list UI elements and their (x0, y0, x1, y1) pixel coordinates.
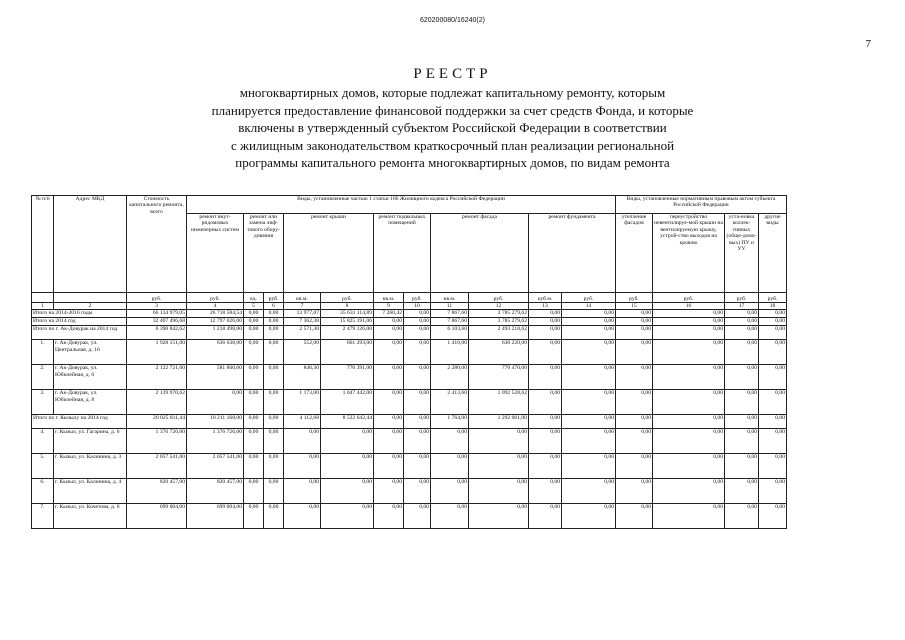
header-foundation: ремонт фундамента (529, 214, 616, 293)
value-cell: 0,00 (321, 479, 374, 504)
value-cell: 0,00 (759, 415, 787, 429)
row-number: 6. (32, 479, 54, 504)
value-cell: 0,00 (431, 479, 469, 504)
value-cell: 0,00 (725, 318, 759, 326)
value-cell: 0,00 (562, 340, 616, 365)
value-cell: 0,00 (725, 479, 759, 504)
value-cell: 0,00 (264, 318, 284, 326)
value-cell: 1 092 528,62 (469, 390, 529, 415)
value-cell: 0,00 (759, 326, 787, 340)
column-number: 3 (127, 303, 187, 310)
header-meters: уста-новка коллек-тивных (обще-домо-вых) ПУ и УУ (725, 214, 759, 293)
value-cell: 0,00 (653, 429, 725, 454)
value-cell: 0,00 (759, 310, 787, 318)
value-cell: 1 928 151,00 (127, 340, 187, 365)
value-cell: 0,00 (529, 365, 562, 390)
table-row (32, 390, 787, 415)
unit-cell: куб.м. (529, 293, 562, 303)
value-cell: 2 571,30 (284, 326, 321, 340)
value-cell: 0,00 (562, 326, 616, 340)
value-cell: 0,00 (374, 479, 404, 504)
value-cell: 2 139 970,62 (127, 390, 187, 415)
value-cell: 820 457,00 (187, 479, 244, 504)
value-cell: 0,00 (759, 504, 787, 529)
value-cell: 7 867,60 (431, 310, 469, 318)
value-cell: 0,00 (469, 504, 529, 529)
unit-cell: руб. (404, 293, 431, 303)
unit-cell: руб. (264, 293, 284, 303)
value-cell: 0,00 (244, 504, 264, 529)
value-cell: 8 522 642,44 (321, 415, 374, 429)
value-cell: 0,00 (284, 454, 321, 479)
value-cell: 0,00 (264, 479, 284, 504)
value-cell: 0,00 (653, 318, 725, 326)
header-address: Адрес МКД (54, 196, 127, 293)
value-cell: 0,00 (374, 415, 404, 429)
header-other: другие виды (759, 214, 787, 293)
value-cell: 0,00 (759, 429, 787, 454)
document-subtitle (150, 84, 755, 172)
value-cell: 0,00 (653, 365, 725, 390)
value-cell: 0,00 (469, 454, 529, 479)
value-cell: 0,00 (529, 326, 562, 340)
value-cell: 0,00 (264, 454, 284, 479)
unit-cell: руб. (321, 293, 374, 303)
value-cell: 699 004,00 (187, 504, 244, 529)
value-cell: 0,00 (404, 479, 431, 504)
value-cell: 0,00 (374, 390, 404, 415)
row-number: 4. (32, 429, 54, 454)
value-cell: 0,00 (653, 479, 725, 504)
subtitle-line: многоквартирных домов, которые подлежат капитальному ремонту, которым (239, 85, 666, 100)
value-cell: 0,00 (725, 390, 759, 415)
value-cell: 0,00 (264, 326, 284, 340)
value-cell: 0,00 (653, 326, 725, 340)
value-cell: 0,00 (562, 479, 616, 504)
header-facade: ремонт фасада (431, 214, 529, 293)
value-cell: 0,00 (562, 429, 616, 454)
value-cell: 0,00 (321, 454, 374, 479)
value-cell: 0,00 (562, 318, 616, 326)
row-number: 3. (32, 390, 54, 415)
total-row (32, 310, 787, 318)
value-cell: 0,00 (562, 415, 616, 429)
value-cell: 10 211 168,00 (187, 415, 244, 429)
value-cell: 0,00 (374, 340, 404, 365)
column-number: 14 (562, 303, 616, 310)
value-cell: 0,00 (244, 326, 264, 340)
unit-cell: кв.м. (284, 293, 321, 303)
value-cell: 0,00 (529, 390, 562, 415)
value-cell: 581 860,00 (187, 365, 244, 390)
column-number: 9 (374, 303, 404, 310)
value-cell: 0,00 (374, 454, 404, 479)
total-row (32, 326, 787, 340)
value-cell: 0,00 (562, 365, 616, 390)
value-cell: 0,00 (759, 390, 787, 415)
total-label: Итого по г. Кызылу на 2014 год (32, 415, 127, 429)
table-row (32, 504, 787, 529)
value-cell: 0,00 (404, 310, 431, 318)
column-number: 13 (529, 303, 562, 310)
value-cell: 0,00 (374, 365, 404, 390)
value-cell: 0,00 (616, 365, 653, 390)
value-cell: 1 218 498,00 (187, 326, 244, 340)
table-row (32, 340, 787, 365)
subtitle-line: включены в утвержденный субъектом Российской Федерации в соответствии (238, 120, 667, 135)
value-cell: 0,00 (616, 429, 653, 454)
value-cell: 0,00 (725, 429, 759, 454)
value-cell: 770 470,00 (469, 365, 529, 390)
value-cell: 2 493 218,62 (469, 326, 529, 340)
value-cell: 0,00 (404, 326, 431, 340)
value-cell: 0,00 (244, 318, 264, 326)
row-address: г. Кызыл, ул. Калинина, д. 3 (54, 454, 127, 479)
total-label: Итого на 2014-2016 годы (32, 310, 127, 318)
value-cell: 699 004,00 (127, 504, 187, 529)
column-number: 11 (431, 303, 469, 310)
value-cell: 0,00 (759, 454, 787, 479)
header-elevator: ремонт или замена лиф-тового обору-дования (244, 214, 284, 293)
value-cell: 0,00 (725, 365, 759, 390)
value-cell: 6 390 842,62 (127, 326, 187, 340)
row-address: г. Кызыл, ул. Калинина, д. 4 (54, 479, 127, 504)
value-cell: 0,00 (469, 479, 529, 504)
value-cell: 0,00 (244, 340, 264, 365)
value-cell: 1 173,00 (284, 390, 321, 415)
value-cell: 0,00 (404, 318, 431, 326)
table-row (32, 429, 787, 454)
column-number: 17 (725, 303, 759, 310)
value-cell: 0,00 (244, 454, 264, 479)
subtitle-line: планируется предоставление финансовой поддержки за счет средств Фонда, и которые (211, 102, 694, 118)
value-cell: 0,00 (374, 318, 404, 326)
value-cell: 661 293,00 (321, 340, 374, 365)
total-label: Итого по г. Ак-Довурак на 2014 год (32, 326, 127, 340)
units-row (32, 293, 787, 303)
unit-cell: руб. (127, 293, 187, 303)
value-cell: 0,00 (529, 318, 562, 326)
value-cell: 0,00 (725, 326, 759, 340)
value-cell: 0,00 (374, 429, 404, 454)
value-cell: 0,00 (529, 340, 562, 365)
value-cell: 12 797 026,00 (187, 318, 244, 326)
table-row (32, 365, 787, 390)
table-row (32, 454, 787, 479)
value-cell: 0,00 (725, 415, 759, 429)
value-cell: 0,00 (653, 504, 725, 529)
row-address: г. Ак-Довурак, ул. Юбилейная, д. 8 (54, 390, 127, 415)
value-cell: 0,00 (264, 390, 284, 415)
value-cell: 0,00 (374, 326, 404, 340)
value-cell: 0,00 (653, 390, 725, 415)
value-cell: 2 057 541,00 (187, 454, 244, 479)
value-cell: 66 134 979,05 (127, 310, 187, 318)
unit-cell: руб. (759, 293, 787, 303)
value-cell: 552,00 (284, 340, 321, 365)
value-cell: 0,00 (759, 365, 787, 390)
value-cell: 0,00 (616, 479, 653, 504)
value-cell: 0,00 (653, 415, 725, 429)
value-cell: 1 376 726,00 (127, 429, 187, 454)
value-cell: 1 376 726,00 (187, 429, 244, 454)
value-cell: 7 260,42 (374, 310, 404, 318)
value-cell: 1 292 061,00 (469, 415, 529, 429)
value-cell: 0,00 (264, 340, 284, 365)
header-group-regional: Виды, установленные нормативным правовым актом субъекта Российской Федерации (616, 196, 787, 214)
value-cell: 0,00 (284, 504, 321, 529)
column-number: 10 (404, 303, 431, 310)
value-cell: 0,00 (264, 504, 284, 529)
value-cell: 0,00 (404, 415, 431, 429)
header-group-code: Виды, установленные частью 1 статьи 166 Жилищного кодекса Российской Федерации (187, 196, 616, 214)
value-cell: 0,00 (616, 504, 653, 529)
value-cell: 636 638,00 (187, 340, 244, 365)
value-cell: 0,00 (321, 429, 374, 454)
value-cell: 0,00 (529, 429, 562, 454)
value-cell: 0,00 (653, 340, 725, 365)
column-number: 5 (244, 303, 264, 310)
value-cell: 0,00 (321, 504, 374, 529)
row-number: 5. (32, 454, 54, 479)
total-row (32, 415, 787, 429)
value-cell: 0,00 (404, 454, 431, 479)
value-cell: 1 410,00 (431, 340, 469, 365)
value-cell: 0,00 (562, 310, 616, 318)
value-cell: 13 977,07 (284, 310, 321, 318)
value-cell: 0,00 (404, 340, 431, 365)
value-cell: 0,00 (244, 310, 264, 318)
value-cell: 7 362,38 (284, 318, 321, 326)
column-number: 16 (653, 303, 725, 310)
value-cell: 0,00 (725, 310, 759, 318)
value-cell: 0,00 (616, 390, 653, 415)
value-cell: 0,00 (404, 504, 431, 529)
column-number: 2 (54, 303, 127, 310)
unit-cell: ед. (244, 293, 264, 303)
document-number: 620200080/16240(2) (419, 17, 485, 24)
value-cell: 0,00 (244, 429, 264, 454)
subtitle-line: с жилищным законодательством краткосрочный план реализации региональной (230, 137, 675, 153)
row-number: 1. (32, 340, 54, 365)
value-cell: 0,00 (616, 318, 653, 326)
header-num: № п/п (32, 196, 54, 293)
value-cell: 3 785 279,62 (469, 318, 529, 326)
value-cell: 0,00 (264, 365, 284, 390)
value-cell: 0,00 (759, 318, 787, 326)
subtitle-line: программы капитального ремонта многоквартирных домов, по видам ремонта (235, 155, 670, 170)
value-cell: 0,00 (616, 340, 653, 365)
value-cell: 4 112,68 (284, 415, 321, 429)
value-cell: 35 631 114,89 (321, 310, 374, 318)
column-number: 6 (264, 303, 284, 310)
value-cell: 0,00 (529, 479, 562, 504)
value-cell: 2 057 541,00 (127, 454, 187, 479)
value-cell: 0,00 (562, 454, 616, 479)
header-roof: ремонт крыши (284, 214, 374, 293)
row-address: г. Кызыл, ул. Кочетова, д. 6 (54, 504, 127, 529)
document-title: РЕЕСТР (413, 66, 492, 82)
column-number: 1 (32, 303, 54, 310)
value-cell: 0,00 (284, 479, 321, 504)
value-cell: 1 764,00 (431, 415, 469, 429)
header-engineering: ремонт внут-ридомовых инженерных систем (187, 214, 244, 293)
registry-table (31, 195, 787, 529)
column-number: 12 (469, 303, 529, 310)
unit-cell: руб. (469, 293, 529, 303)
value-cell: 2 280,00 (431, 365, 469, 390)
header-insulation: утепление фасадов (616, 214, 653, 293)
value-cell: 26 718 584,54 (187, 310, 244, 318)
column-number: 8 (321, 303, 374, 310)
value-cell: 846,30 (284, 365, 321, 390)
value-cell: 0,00 (725, 454, 759, 479)
value-cell: 0,00 (244, 365, 264, 390)
value-cell: 0,00 (529, 415, 562, 429)
value-cell: 0,00 (244, 415, 264, 429)
value-cell: 20 025 811,44 (127, 415, 187, 429)
value-cell: 0,00 (616, 326, 653, 340)
value-cell: 0,00 (529, 504, 562, 529)
value-cell: 0,00 (244, 390, 264, 415)
value-cell: 3 785 279,62 (469, 310, 529, 318)
column-number: 7 (284, 303, 321, 310)
unit-cell: руб. (616, 293, 653, 303)
value-cell: 0,00 (431, 429, 469, 454)
unit-cell: руб. (653, 293, 725, 303)
column-numbers-row (32, 303, 787, 310)
value-cell: 0,00 (404, 429, 431, 454)
unit-cell: кв.м. (431, 293, 469, 303)
header-cost: Стоимость капитального ремонта, всего (127, 196, 187, 293)
value-cell: 32 407 496,68 (127, 318, 187, 326)
total-row (32, 318, 787, 326)
value-cell: 0,00 (529, 454, 562, 479)
value-cell: 2 413,60 (431, 390, 469, 415)
value-cell: 0,00 (264, 429, 284, 454)
value-cell: 0,00 (562, 390, 616, 415)
header-basement: ремонт подвальных помещений (374, 214, 431, 293)
value-cell: 0,00 (725, 340, 759, 365)
value-cell: 0,00 (725, 504, 759, 529)
unit-cell (32, 293, 54, 303)
value-cell: 0,00 (187, 390, 244, 415)
value-cell: 0,00 (374, 504, 404, 529)
column-number: 4 (187, 303, 244, 310)
value-cell: 0,00 (244, 479, 264, 504)
value-cell: 0,00 (404, 365, 431, 390)
value-cell: 0,00 (431, 504, 469, 529)
column-number: 18 (759, 303, 787, 310)
value-cell: 770 391,00 (321, 365, 374, 390)
unit-cell: руб. (562, 293, 616, 303)
value-cell: 2 122 721,00 (127, 365, 187, 390)
value-cell: 820 457,00 (127, 479, 187, 504)
value-cell: 0,00 (529, 310, 562, 318)
value-cell: 0,00 (759, 479, 787, 504)
row-number: 7. (32, 504, 54, 529)
value-cell: 6 103,60 (431, 326, 469, 340)
value-cell: 0,00 (616, 454, 653, 479)
value-cell: 0,00 (404, 390, 431, 415)
value-cell: 0,00 (284, 429, 321, 454)
value-cell: 630 220,00 (469, 340, 529, 365)
unit-cell: руб. (725, 293, 759, 303)
table-row (32, 479, 787, 504)
page-number: 7 (865, 38, 871, 50)
value-cell: 0,00 (653, 454, 725, 479)
value-cell: 0,00 (759, 340, 787, 365)
column-number: 15 (616, 303, 653, 310)
value-cell: 0,00 (431, 454, 469, 479)
total-label: Итого на 2014 год (32, 318, 127, 326)
value-cell: 1 047 442,00 (321, 390, 374, 415)
value-cell: 15 825 191,06 (321, 318, 374, 326)
header-pitched-roof: переустройство невентилируе-мой крыши на вентилируемую крышу, устрой-ство выходов на кровлю (653, 214, 725, 293)
value-cell: 7 867,60 (431, 318, 469, 326)
value-cell: 0,00 (653, 310, 725, 318)
row-address: г. Ак-Довурак, ул. Центральная, д. 16 (54, 340, 127, 365)
row-address: г. Кызыл, ул. Гагарина, д. 6 (54, 429, 127, 454)
value-cell: 0,00 (616, 415, 653, 429)
row-address: г. Ак-Довурак, ул. Юбилейная, д. 6 (54, 365, 127, 390)
value-cell: 0,00 (264, 310, 284, 318)
value-cell: 0,00 (264, 415, 284, 429)
unit-cell: руб. (187, 293, 244, 303)
value-cell: 0,00 (616, 310, 653, 318)
value-cell: 0,00 (562, 504, 616, 529)
row-number: 2. (32, 365, 54, 390)
value-cell: 0,00 (469, 429, 529, 454)
value-cell: 2 479 126,00 (321, 326, 374, 340)
unit-cell: кв.м. (374, 293, 404, 303)
unit-cell (54, 293, 127, 303)
